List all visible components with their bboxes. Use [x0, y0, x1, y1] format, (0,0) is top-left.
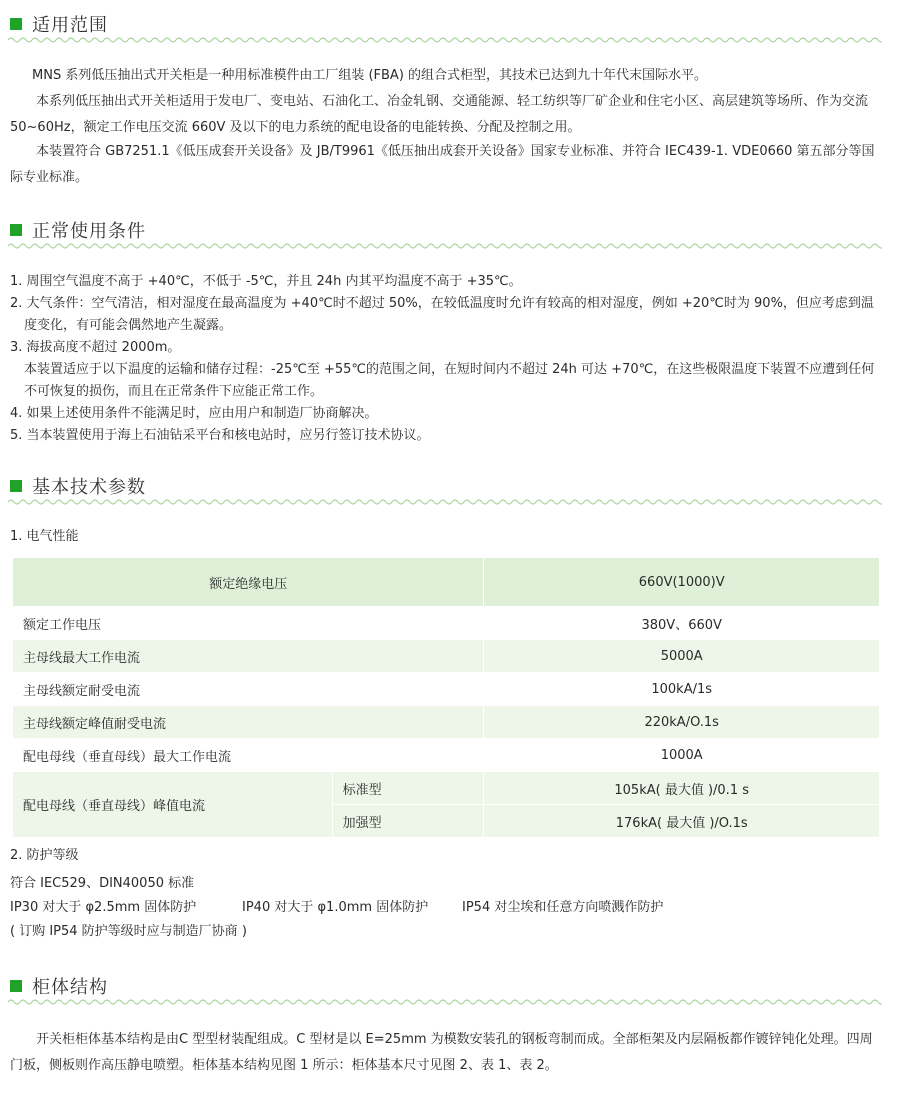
protection-level-ip40: IP40 对大于 φ1.0mm 固体防护	[242, 900, 429, 915]
table-cell-value: 220kA/O.1s	[484, 706, 880, 739]
list-item: 1. 周围空气温度不高于 +40℃，不低于 -5℃，并且 24h 内其平均温度不高于 +35℃。	[10, 274, 522, 289]
section-header-structure	[8, 970, 882, 1000]
protection-note: ( 订购 IP54 防护等级时应与制造厂协商 )	[10, 924, 247, 939]
protection-standard: 符合 IEC529、DIN40050 标准	[10, 876, 195, 891]
section-header-conditions	[8, 214, 882, 244]
table-row	[13, 640, 880, 673]
table-cell-value: 176kA( 最大值 )/O.1s	[484, 805, 880, 838]
table-cell-value: 660V(1000)V	[484, 558, 880, 607]
scope-para-1: MNS 系列低压抽出式开关柜是一种用标准模件由工厂组装 (FBA) 的组合式柜型，其技术已达到九十年代末国际水平。	[32, 68, 708, 83]
protection-level-ip30: IP30 对大于 φ2.5mm 固体防护	[10, 900, 197, 915]
conditions-list	[10, 271, 882, 447]
table-cell-label: 主母线额定耐受电流	[13, 673, 484, 706]
table-row	[13, 706, 880, 739]
wavy-divider	[8, 36, 882, 44]
table-cell-value: 105kA( 最大值 )/0.1 s	[484, 772, 880, 805]
list-item-continuation: 本装置适应于以下温度的运输和储存过程：-25℃至 +55℃的范围之间，在短时间内不超过 24h 可达 +70℃，在这些极限温度下装置不应遭到任何不可恢复的损伤，而且在正常条件下应能正常工作。	[24, 362, 875, 399]
wavy-divider	[8, 242, 882, 250]
wavy-divider	[8, 498, 882, 506]
wavy-divider	[8, 998, 882, 1006]
table-cell-sublabel: 加强型	[332, 805, 484, 838]
list-item: 5. 当本装置使用于海上石油钻采平台和核电站时，应另行签订技术协议。	[10, 428, 430, 443]
table-cell-sublabel: 标准型	[332, 772, 484, 805]
section-title: 正常使用条件	[32, 221, 146, 242]
protection-level-ip54: IP54 对尘埃和任意方向喷溅作防护	[462, 900, 664, 915]
list-item: 3. 海拔高度不超过 2000m。	[10, 340, 181, 355]
table-cell-label: 主母线额定峰值耐受电流	[13, 706, 484, 739]
section-header-params	[8, 470, 882, 500]
list-item	[10, 359, 882, 403]
table-cell-label: 配电母线（垂直母线）最大工作电流	[13, 739, 484, 772]
table-cell-label: 配电母线（垂直母线）峰值电流	[13, 772, 333, 838]
green-square-icon	[10, 980, 22, 992]
electrical-spec-table	[12, 557, 880, 838]
section-title: 适用范围	[32, 15, 108, 36]
table-cell-label: 额定工作电压	[13, 607, 484, 640]
table-cell-value: 380V、660V	[484, 607, 880, 640]
table-cell-label: 主母线最大工作电流	[13, 640, 484, 673]
list-item: 4. 如果上述使用条件不能满足时，应由用户和制造厂协商解决。	[10, 406, 378, 421]
table-cell-value: 5000A	[484, 640, 880, 673]
table-row	[13, 607, 880, 640]
table-row	[13, 739, 880, 772]
table-row	[13, 558, 880, 607]
green-square-icon	[10, 224, 22, 236]
protection-heading: 2. 防护等级	[10, 848, 79, 863]
scope-para-2: 本系列低压抽出式开关柜适用于发电厂、变电站、石油化工、冶金轧钢、交通能源、轻工纺织等厂矿企业和住宅小区、高层建筑等场所、作为交流 50~60Hz，额定工作电压交流 660V 及以下的电力系统的配电设备的电能转换、分配及控制之用。	[10, 94, 869, 135]
scope-para-3: 本装置符合 GB7251.1《低压成套开关设备》及 JB/T9961《低压抽出成套开关设备》国家专业标准、并符合 IEC439-1. VDE0660 第五部分等国际专业标准。	[10, 144, 875, 185]
section-title: 基本技术参数	[32, 477, 146, 498]
green-square-icon	[10, 18, 22, 30]
table-row	[13, 673, 880, 706]
table-cell-value: 1000A	[484, 739, 880, 772]
table-cell-value: 100kA/1s	[484, 673, 880, 706]
table-cell-label: 额定绝缘电压	[13, 558, 484, 607]
section-title: 柜体结构	[32, 977, 108, 998]
structure-para: 开关柜柜体基本结构是由C 型型材装配组成。C 型材是以 E=25mm 为模数安装孔的钢板弯制而成。全部柜架及内层隔板都作镀锌钝化处理。四周门板，侧板则作高压静电喷塑。柜体基本结构见图 1 所示：柜体基本尺寸见图 2、表 1、表 2。	[10, 1032, 873, 1073]
section-header-scope	[8, 8, 882, 38]
green-square-icon	[10, 480, 22, 492]
table-row	[13, 772, 880, 805]
electrical-heading: 1. 电气性能	[10, 529, 79, 544]
list-item: 2. 大气条件：空气清洁，相对湿度在最高温度为 +40℃时不超过 50%，在较低温度时允许有较高的相对湿度，例如 +20℃时为 90%，但应考虑到温度变化，有可能会偶然地产生凝露。	[10, 296, 874, 333]
